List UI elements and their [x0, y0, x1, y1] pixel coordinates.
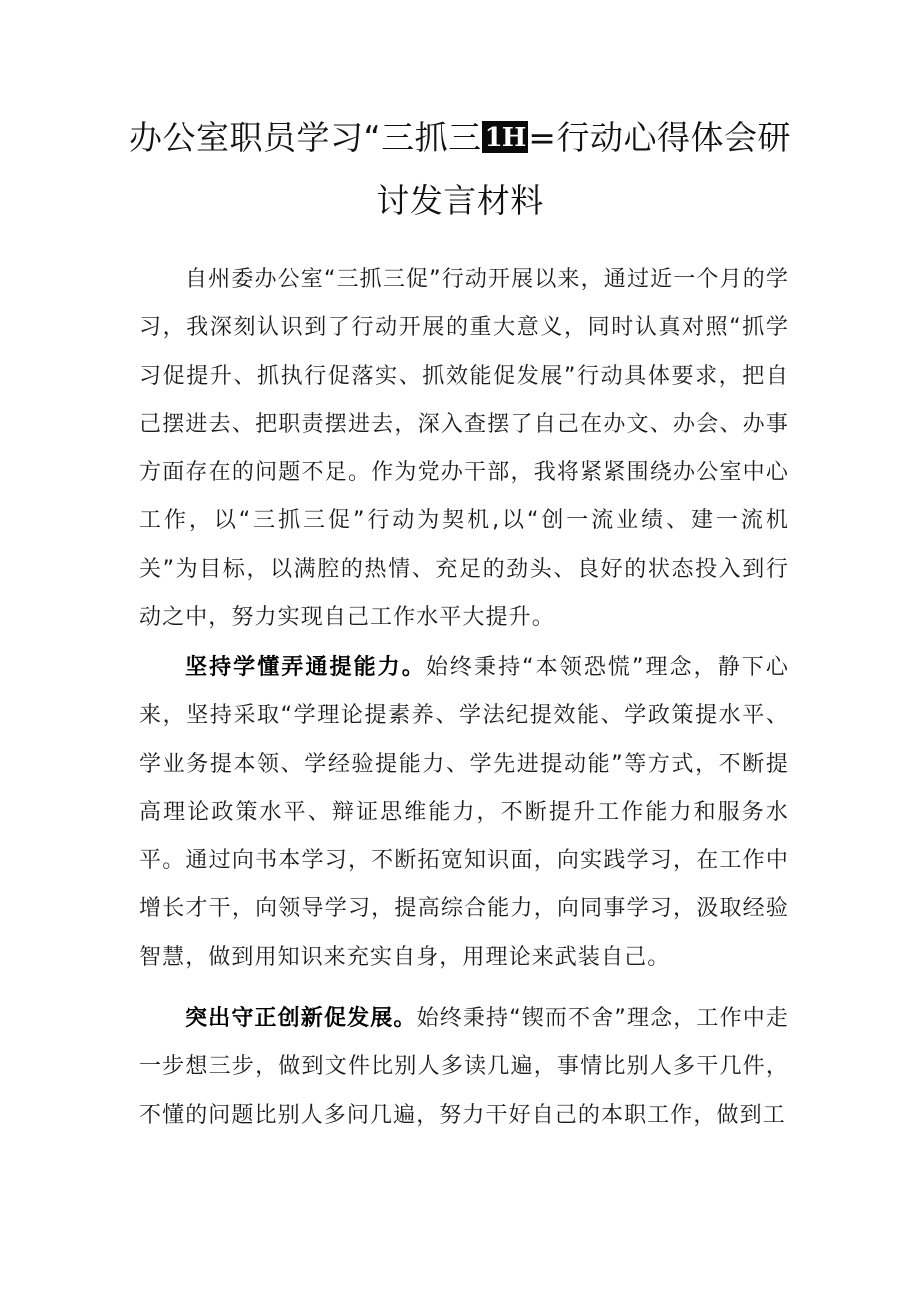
paragraph-text: 始终秉持“本领恐慌”理念，静下心来，坚持采取“学理论提素养、学法纪提效能、学政策提水平、学业务提本领、学经验提能力、学先进提动能”等方式，不断提高理论政策水平、辩证思维能力，不断提升工作能力和服务水平。通过向书本学习，不断拓宽知识面，向实践学习，在工作中增长才干，向领导学习，提高综合能力，向同事学习，汲取经验智慧，做到用知识来充实自身，用理论来武装自己。: [139, 655, 789, 970]
paragraph-study: [139, 644, 789, 982]
document-title-line-2: 讨发言材料: [376, 181, 544, 220]
paragraph-text: 自州委办公室“三抓三促”行动开展以来，通过近一个月的学习，我深刻认识到了行动开展的重大意义，同时认真对照“抓学习促提升、抓执行促落实、抓效能促发展”行动具体要求，把自己摆进去、把职责摆进去，深入查摆了自己在办文、办会、办事方面存在的问题不足。作为党办干部，我将紧紧围绕办公室中心工作，以“三抓三促”行动为契机,以“创一流业绩、建一流机关”为目标，以满腔的热情、充足的劲头、良好的状态投入到行动之中，努力实现自己工作水平大提升。: [139, 267, 789, 631]
title-text-after: =行动心得体会研: [528, 118, 791, 157]
paragraph-intro: [139, 256, 789, 642]
paragraph-text: 始终秉持“锲而不舍”理念，工作中走一步想三步，做到文件比别人多读几遍，事情比别人多干几件，不懂的问题比别人多问几遍，努力干好自己的本职工作，做到工: [139, 1006, 789, 1128]
title-text-before: 办公室职员学习“三抓三: [129, 118, 482, 157]
paragraph-innovation: [139, 995, 789, 1140]
document-title-line-1: [0, 118, 920, 158]
paragraph-lead: 突出守正创新促发展。: [185, 1006, 417, 1031]
paragraph-lead: 坚持学懂弄通提能力。: [185, 655, 426, 680]
title-redaction-mark: 1H: [482, 121, 529, 153]
